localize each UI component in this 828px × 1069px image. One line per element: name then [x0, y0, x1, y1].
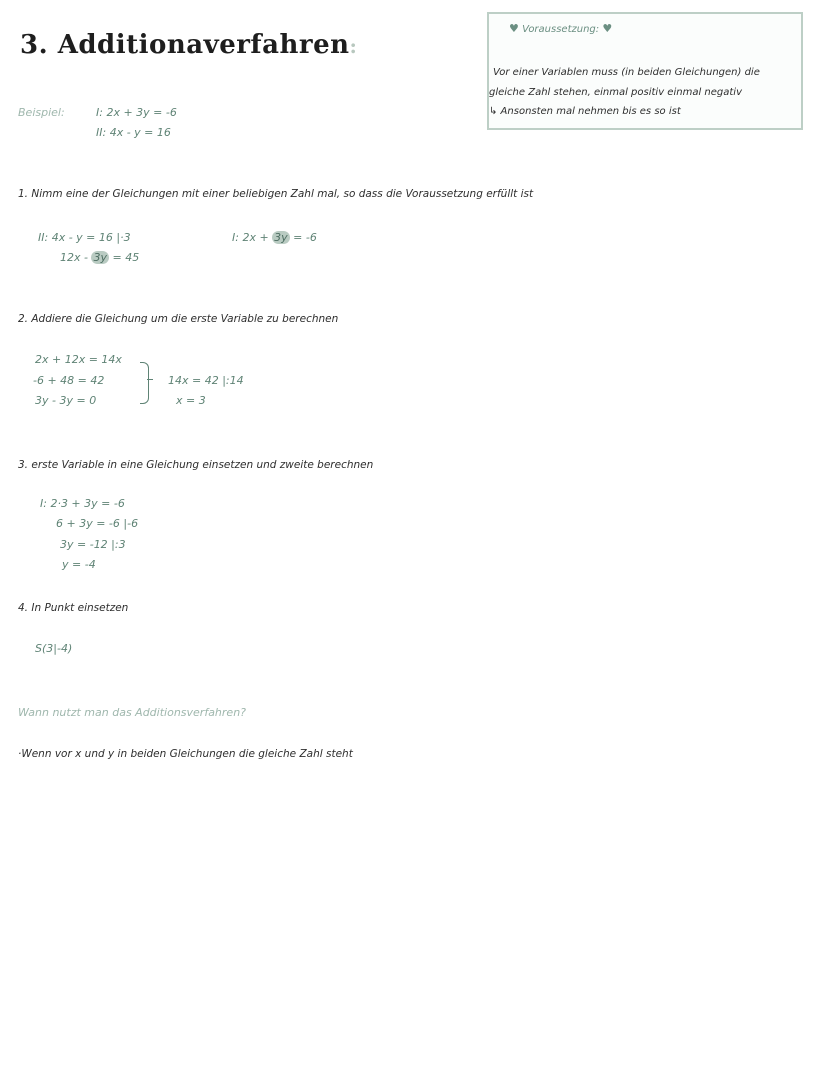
page-title-text: 3. Additionaverfahren: [20, 30, 350, 60]
question-answer: ·Wenn vor x und y in beiden Gleichungen die gleiche Zahl steht: [18, 748, 353, 760]
step-2-result-x: x = 3: [176, 394, 206, 407]
highlight-term: 3y: [93, 251, 107, 264]
step-1-eq-part: 12x -: [60, 251, 92, 264]
step-2-line-3: 3y - 3y = 0: [35, 394, 97, 407]
step-3-heading: 3. erste Variable in eine Gleichung einsetzen und zweite berechnen: [18, 459, 374, 471]
heart-icon: ♥: [509, 22, 519, 35]
title-decoration: :: [349, 34, 358, 58]
step-3-line-3: 3y = -12 |:3: [60, 538, 126, 551]
step-1-heading: 1. Nimm eine der Gleichungen mit einer beliebigen Zahl mal, so dass die Voraussetzung erfüllt ist: [18, 188, 534, 200]
prerequisite-line-3: ↳ Ansonsten mal nehmen bis es so ist: [489, 106, 681, 117]
step-3-line-2: 6 + 3y = -6 |-6: [56, 517, 139, 530]
step-2-result-equation: 14x = 42 |:14: [168, 374, 244, 387]
step-4-point: S(3|-4): [35, 642, 73, 655]
curly-brace-tip: [147, 379, 153, 380]
heart-icon: ♥: [602, 22, 613, 35]
step-3-line-1: I: 2·3 + 3y = -6: [40, 497, 125, 510]
step-1-eq-part: = -6: [289, 231, 317, 244]
highlight-term: 3y: [274, 231, 288, 244]
step-2-line-2: -6 + 48 = 42: [33, 374, 105, 387]
step-1-equation-ii: II: 4x - y = 16 |·3: [38, 231, 131, 244]
step-1-equation-ii-multiplied: [60, 251, 139, 264]
prerequisite-line-2: gleiche Zahl stehen, einmal positiv einmal negativ: [489, 87, 742, 98]
step-3-line-4: y = -4: [62, 558, 96, 571]
step-1-eq-part: I: 2x +: [232, 231, 273, 244]
question-text: Wann nutzt man das Additionsverfahren?: [18, 706, 247, 719]
prerequisite-heading-text: Voraussetzung:: [522, 24, 600, 35]
step-1-eq-part: = 45: [109, 251, 140, 264]
step-4-heading: 4. In Punkt einsetzen: [18, 602, 129, 614]
example-equation-2: II: 4x - y = 16: [96, 126, 171, 139]
example-label: Beispiel:: [18, 106, 65, 119]
example-equation-1: I: 2x + 3y = -6: [96, 106, 177, 119]
page-title: [20, 30, 357, 60]
prerequisite-heading: [509, 22, 612, 35]
prerequisite-line-1: Vor einer Variablen muss (in beiden Gleichungen) die: [493, 67, 760, 78]
step-2-line-1: 2x + 12x = 14x: [35, 353, 122, 366]
curly-brace-icon: [140, 362, 149, 404]
step-2-heading: 2. Addiere die Gleichung um die erste Variable zu berechnen: [18, 313, 339, 325]
step-1-equation-i: [232, 231, 317, 244]
